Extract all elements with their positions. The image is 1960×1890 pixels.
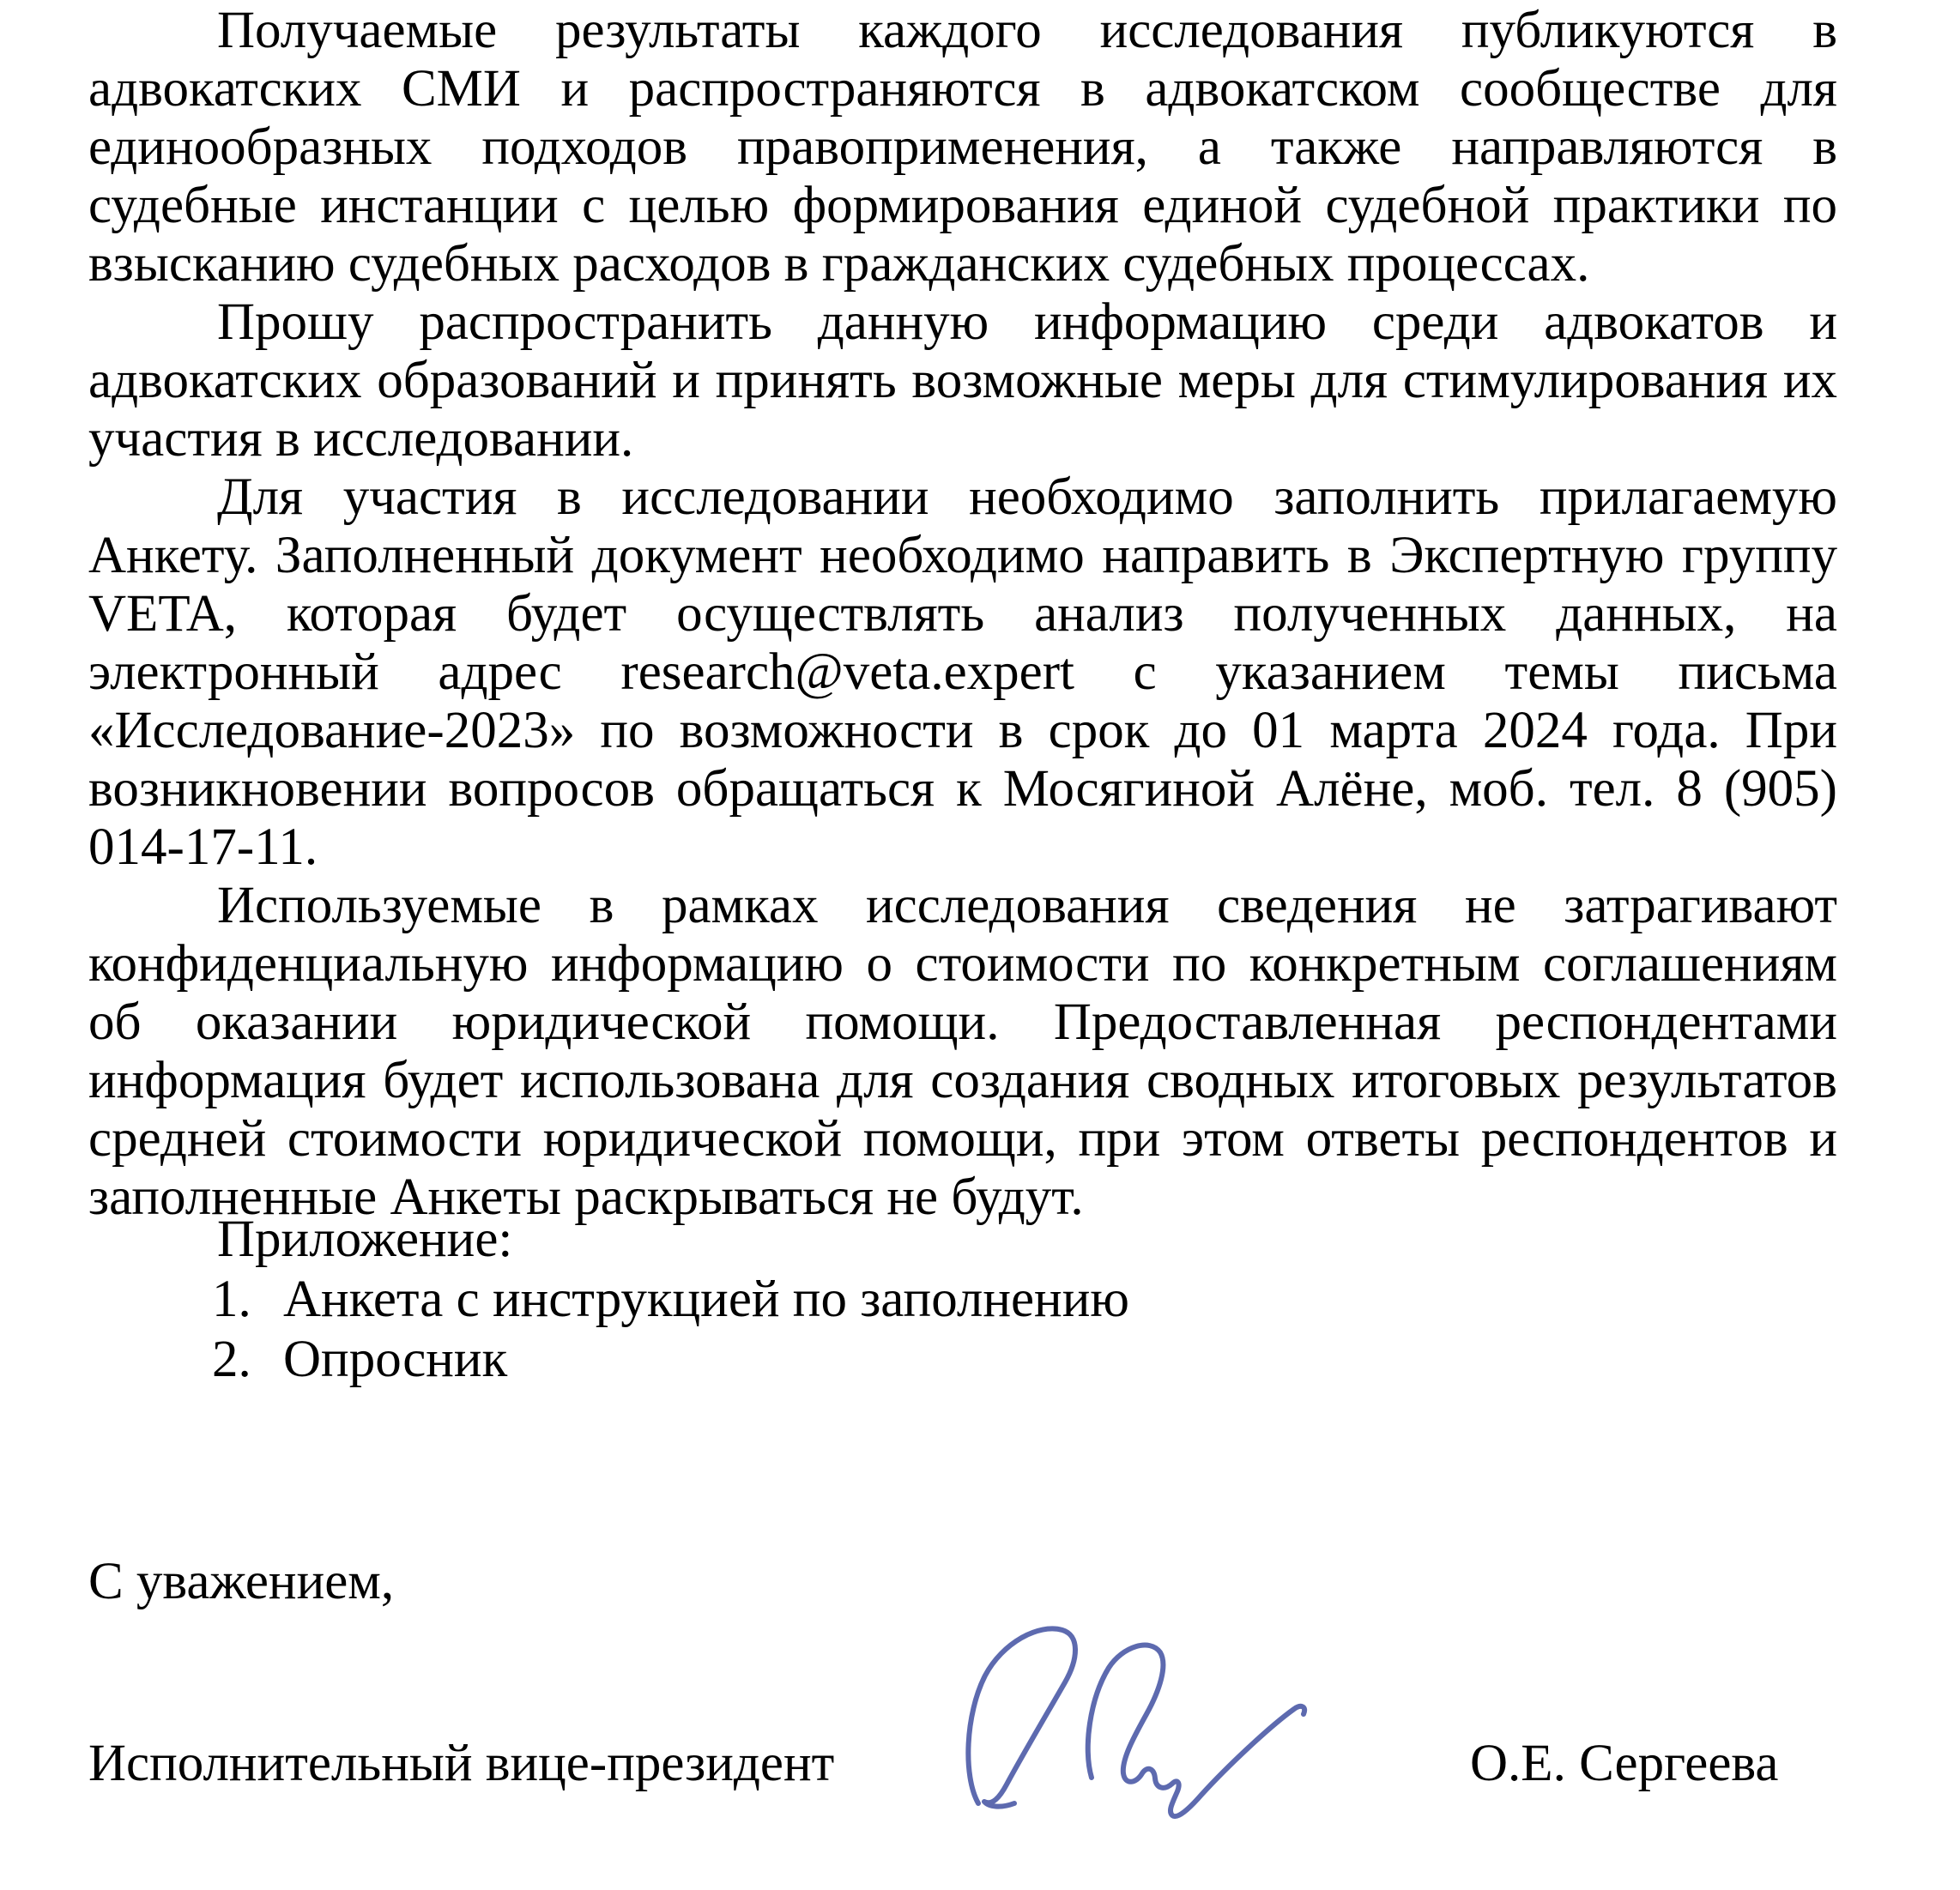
closing-salutation: С уважением, [88, 1553, 395, 1610]
attachment-item-text: Опросник [283, 1331, 508, 1388]
attachments-section [88, 1210, 1837, 1390]
signer-position-title: Исполнительный вице-президент [88, 1735, 835, 1792]
attachment-item [88, 1270, 1837, 1330]
letter-body [88, 2, 1837, 1227]
attachment-item [88, 1330, 1837, 1390]
paragraph-results-publication: Получаемые результаты каждого исследования публикуются в адвокатских СМИ и распространяются в адвокатском сообществе для единообразных подходов правоприменения, а также направляются в судебные инстанции с целью формирования единой судебной практики по взысканию судебных расходов в гражданских судебных процессах. [88, 2, 1837, 293]
paragraph-confidentiality-note: Используемые в рамках исследования сведения не затрагивают конфиденциальную информацию о стоимости по конкретным соглашениям об оказании юридической помощи. Предоставленная респондентами информация будет использована для создания сводных итоговых результатов средней стоимости юридической помощи, при этом ответы респондентов и заполненные Анкеты раскрываться не будут. [88, 877, 1837, 1226]
handwritten-signature-image [944, 1579, 1356, 1836]
paragraph-participation-instructions: Для участия в исследовании необходимо заполнить прилагаемую Анкету. Заполненный документ необходимо направить в Экспертную группу VETA, которая будет осуществлять анализ полученных данных, на электронный адрес research@veta.expert с указанием темы письма «Исследование-2023» по возможности в срок до 01 марта 2024 года. При возникновении вопросов обращаться к Мосягиной Алёне, моб. тел. 8 (905) 014-17-11. [88, 468, 1837, 876]
attachments-label: Приложение: [217, 1211, 513, 1268]
attachments-list [88, 1270, 1837, 1390]
attachment-item-number: 1. [212, 1271, 251, 1328]
attachment-item-text: Анкета с инструкцией по заполнению [283, 1271, 1129, 1328]
signer-name: О.Е. Сергеева [1470, 1735, 1779, 1792]
paragraph-request-distribution: Прошу распространить данную информацию среди адвокатов и адвокатских образований и принять возможные меры для стимулирования их участия в исследовании. [88, 293, 1837, 468]
attachment-item-number: 2. [212, 1331, 251, 1388]
